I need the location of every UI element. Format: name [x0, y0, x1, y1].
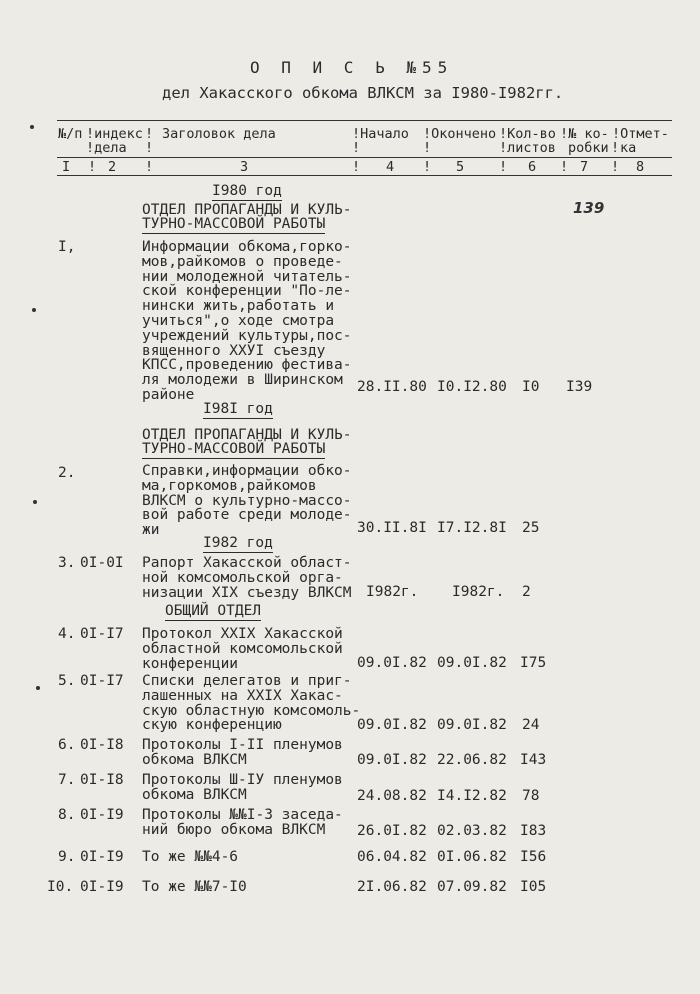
- row-4-num: 4.: [58, 626, 76, 642]
- row-9-desc: То же №№4-6: [142, 849, 239, 865]
- row-6-end: 22.06.82: [437, 752, 507, 768]
- row-3-num: 3.: [58, 555, 76, 571]
- header-sheets-2: !листов: [499, 140, 556, 156]
- col-number-8: 8: [636, 159, 645, 175]
- header-sep: !: [145, 140, 154, 156]
- dept-heading-1981-line1: ОТДЕЛ ПРОПАГАНДЫ И КУЛЬ-: [142, 427, 352, 443]
- row-4-end: 09.0I.82: [437, 655, 507, 671]
- row-10-desc: То же №№7-I0: [142, 879, 247, 895]
- row-4-index: 0I-I7: [80, 626, 124, 642]
- document-subtitle: дел Хакасского обкома ВЛКСМ за I980-I982гг.: [162, 84, 564, 102]
- row-3-desc: Рапорт Хакасской област- ной комсомольской орга- низации XIX съезду ВЛКСМ: [142, 555, 352, 601]
- row-7-end: I4.I2.82: [437, 788, 507, 804]
- document-title: О П И С Ь №55: [250, 58, 454, 77]
- row-6-num: 6.: [58, 737, 76, 753]
- header-index-2: !дела: [86, 140, 127, 156]
- row-7-num: 7.: [58, 772, 76, 788]
- margin-mark: [32, 308, 36, 312]
- row-5-desc: Списки делегатов и приг- лашенных на XXIX Хакас- скую областную комсомоль- скую конференцию: [142, 673, 361, 734]
- row-8-end: 02.03.82: [437, 823, 507, 839]
- row-6-desc: Протоколы I-II пленумов обкома ВЛКСМ: [142, 737, 343, 768]
- col-number-7: 7: [580, 159, 589, 175]
- row-9-end: 0I.06.82: [437, 849, 507, 865]
- col-sep: !: [88, 159, 97, 175]
- row-10-end: 07.09.82: [437, 879, 507, 895]
- header-sep: !: [352, 140, 361, 156]
- row-8-start: 26.0I.82: [357, 823, 427, 839]
- col-number-4: 4: [386, 159, 395, 175]
- row-8-index: 0I-I9: [80, 807, 124, 823]
- row-5-start: 09.0I.82: [357, 717, 427, 733]
- row-10-index: 0I-I9: [80, 879, 124, 895]
- row-6-sheets: I43: [520, 752, 547, 768]
- col-sep: !: [145, 159, 154, 175]
- header-sep: !: [423, 140, 432, 156]
- row-8-sheets: I83: [520, 823, 547, 839]
- row-4-desc: Протокол XXIX Хакасской областной комсомольской конференции: [142, 626, 343, 672]
- header-bottom-rule: [57, 175, 672, 176]
- row-3-index: 0I-0I: [80, 555, 124, 571]
- row-9-num: 9.: [58, 849, 76, 865]
- header-sep: !: [145, 126, 154, 142]
- header-middle-rule: [57, 157, 672, 158]
- dept-heading-1980-line2: ТУРНО-МАССОВОЙ РАБОТЫ: [142, 216, 326, 232]
- row-2-start: 30.II.8I: [357, 520, 427, 536]
- header-sep: !: [611, 140, 620, 156]
- header-start: !Начало: [352, 126, 409, 142]
- col-number-5: 5: [456, 159, 465, 175]
- dept-heading-1980-line1: ОТДЕЛ ПРОПАГАНДЫ И КУЛЬ-: [142, 202, 352, 218]
- header-title: Заголовок дела: [162, 126, 276, 142]
- row-9-index: 0I-I9: [80, 849, 124, 865]
- row-3-start: I982г.: [366, 584, 419, 600]
- row-5-sheets: 24: [522, 717, 540, 733]
- margin-mark: [30, 125, 34, 129]
- header-box: !№ ко-: [560, 126, 609, 142]
- row-7-desc: Протоколы Ш-IУ пленумов обкома ВЛКСМ: [142, 772, 343, 803]
- year-heading-1980: I980 год: [212, 183, 282, 199]
- row-2-num: 2.: [58, 465, 76, 481]
- header-sheets: !Кол-во: [499, 126, 556, 142]
- header-top-rule: [57, 120, 672, 121]
- header-end: !Окончено: [423, 126, 497, 142]
- row-10-sheets: I05: [520, 879, 547, 895]
- header-index: !индекс: [86, 126, 143, 142]
- col-sep: !: [423, 159, 432, 175]
- row-5-num: 5.: [58, 673, 76, 689]
- row-10-num: I0.: [47, 879, 74, 895]
- header-note-2: ка: [620, 140, 637, 156]
- row-10-start: 2I.06.82: [357, 879, 427, 895]
- row-6-index: 0I-I8: [80, 737, 124, 753]
- row-2-end: I7.I2.8I: [437, 520, 507, 536]
- margin-mark: [33, 500, 37, 504]
- col-sep: !: [560, 159, 569, 175]
- col-sep: !: [499, 159, 508, 175]
- row-7-index: 0I-I8: [80, 772, 124, 788]
- col-number-3: 3: [240, 159, 249, 175]
- col-number-6: 6: [528, 159, 537, 175]
- row-7-start: 24.08.82: [357, 788, 427, 804]
- general-dept-heading: ОБЩИЙ ОТДЕЛ: [165, 603, 262, 619]
- row-1-box: I39: [566, 379, 593, 395]
- col-number-1: I: [62, 159, 71, 175]
- row-5-end: 09.0I.82: [437, 717, 507, 733]
- row-6-start: 09.0I.82: [357, 752, 427, 768]
- row-1-sheets: I0: [522, 379, 540, 395]
- margin-mark: [36, 686, 40, 690]
- row-1-desc: Информации обкома,горко- мов,райкомов о проведе- нии молодежной читатель- ской конференции "По-ле- нински жить,работать и учиться",о ходе смотра учреждений культуры,пос- вященного XXУI съезду КПСС,проведению фестива- ля молодежи в Ширинском районе: [142, 239, 352, 403]
- col-number-2: 2: [108, 159, 117, 175]
- handwritten-number: 139: [573, 199, 605, 217]
- row-9-start: 06.04.82: [357, 849, 427, 865]
- header-note: !Отмет-: [612, 126, 669, 142]
- row-8-num: 8.: [58, 807, 76, 823]
- row-5-index: 0I-I7: [80, 673, 124, 689]
- row-9-sheets: I56: [520, 849, 547, 865]
- row-1-end: I0.I2.80: [437, 379, 507, 395]
- col-sep: !: [352, 159, 361, 175]
- row-1-start: 28.II.80: [357, 379, 427, 395]
- year-heading-1982: I982 год: [203, 535, 273, 551]
- row-7-sheets: 78: [522, 788, 540, 804]
- row-4-start: 09.0I.82: [357, 655, 427, 671]
- row-8-desc: Протоколы №№I-3 заседа- ний бюро обкома ВЛКСМ: [142, 807, 343, 838]
- header-box-2: робки: [568, 140, 609, 156]
- col-sep: !: [611, 159, 620, 175]
- header-num: №/п: [58, 126, 83, 142]
- row-3-sheets: 2: [522, 584, 531, 600]
- row-2-desc: Справки,информации обко- ма,горкомов,райкомов ВЛКСМ о культурно-массо- вой работе среди молоде- жи: [142, 463, 352, 539]
- row-3-end: I982г.: [452, 584, 505, 600]
- row-4-sheets: I75: [520, 655, 547, 671]
- row-2-sheets: 25: [522, 520, 540, 536]
- row-1-num: I,: [58, 239, 76, 255]
- dept-heading-1981-line2: ТУРНО-МАССОВОЙ РАБОТЫ: [142, 441, 326, 457]
- year-heading-1981: I98I год: [203, 401, 273, 417]
